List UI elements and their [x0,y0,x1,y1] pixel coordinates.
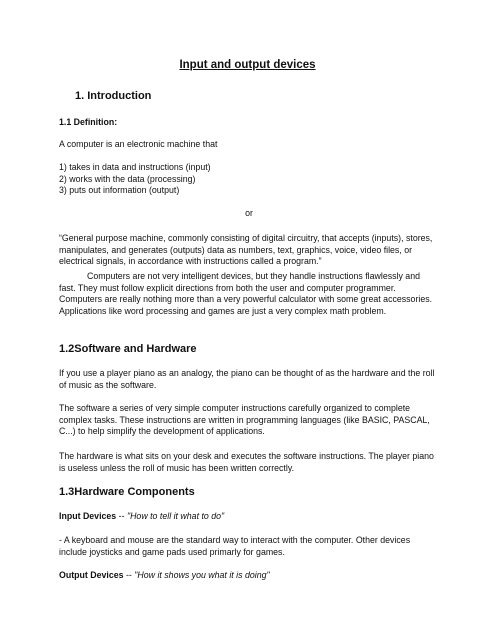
page-title: Input and output devices [179,59,316,71]
input-devices-line [59,511,439,523]
intro-paragraph: Computers are not very intelligent devices, but they handle instructions flawlessly and fast. They must follow explicit directions from both the user and computer programmer. Computers are really nothing more than a very powerful calculator with some great accessories. Applications like word processing and games are just a very complex math problem. [59,271,433,316]
input-devices-tagline: "How to tell it what to do" [126,511,225,521]
software-hardware-paragraph-2: The software a series of very simple computer instructions carefully organized to complete complex tasks. These instructions are written in programming languages (like BASIC, PASCAL, C...) to help simplify the development of applications. [59,403,430,437]
or-separator: or [245,208,253,218]
list-item: 3) puts out information (output) [59,185,180,196]
input-devices-description: - A keyboard and mouse are the standard way to interact with the computer. Other devices include joysticks and game pads used primarly for games. [59,535,411,557]
input-devices-label: Input Devices [59,511,117,521]
list-item: 2) works with the data (processing) [59,173,196,184]
section-heading-introduction: 1. Introduction [75,90,152,102]
software-hardware-paragraph-1: If you use a player piano as an analogy, the piano can be thought of as the hardware and the roll of music as the software. [59,368,435,390]
definition-list [59,162,439,197]
output-devices-tagline: "How it shows you what it is doing" [134,570,270,580]
output-devices-label: Output Devices [59,570,124,580]
section-heading-software-hardware: 1.2Software and Hardware [59,343,197,355]
definition-quote: “General purpose machine, commonly consisting of digital circuitry, that accepts (inputs), stores, manipulates, and generates (outputs) data as numbers, text, graphics, voice, video files, or electrical signals, in accordance with instructions called a program.” [59,233,433,267]
list-item: 1) takes in data and instructions (input) [59,162,211,172]
definition-lead: A computer is an electronic machine that [59,139,218,149]
input-devices-separator: -- [116,511,127,521]
section-heading-hardware-components: 1.3Hardware Components [59,486,195,498]
software-hardware-paragraph-3: The hardware is what sits on your desk and executes the software instructions. The player piano is useless unless the roll of music has been written correctly. [59,451,434,473]
sub-heading-definition: 1.1 Definition: [59,117,118,127]
output-devices-line [59,570,439,582]
output-devices-separator: -- [123,570,135,580]
